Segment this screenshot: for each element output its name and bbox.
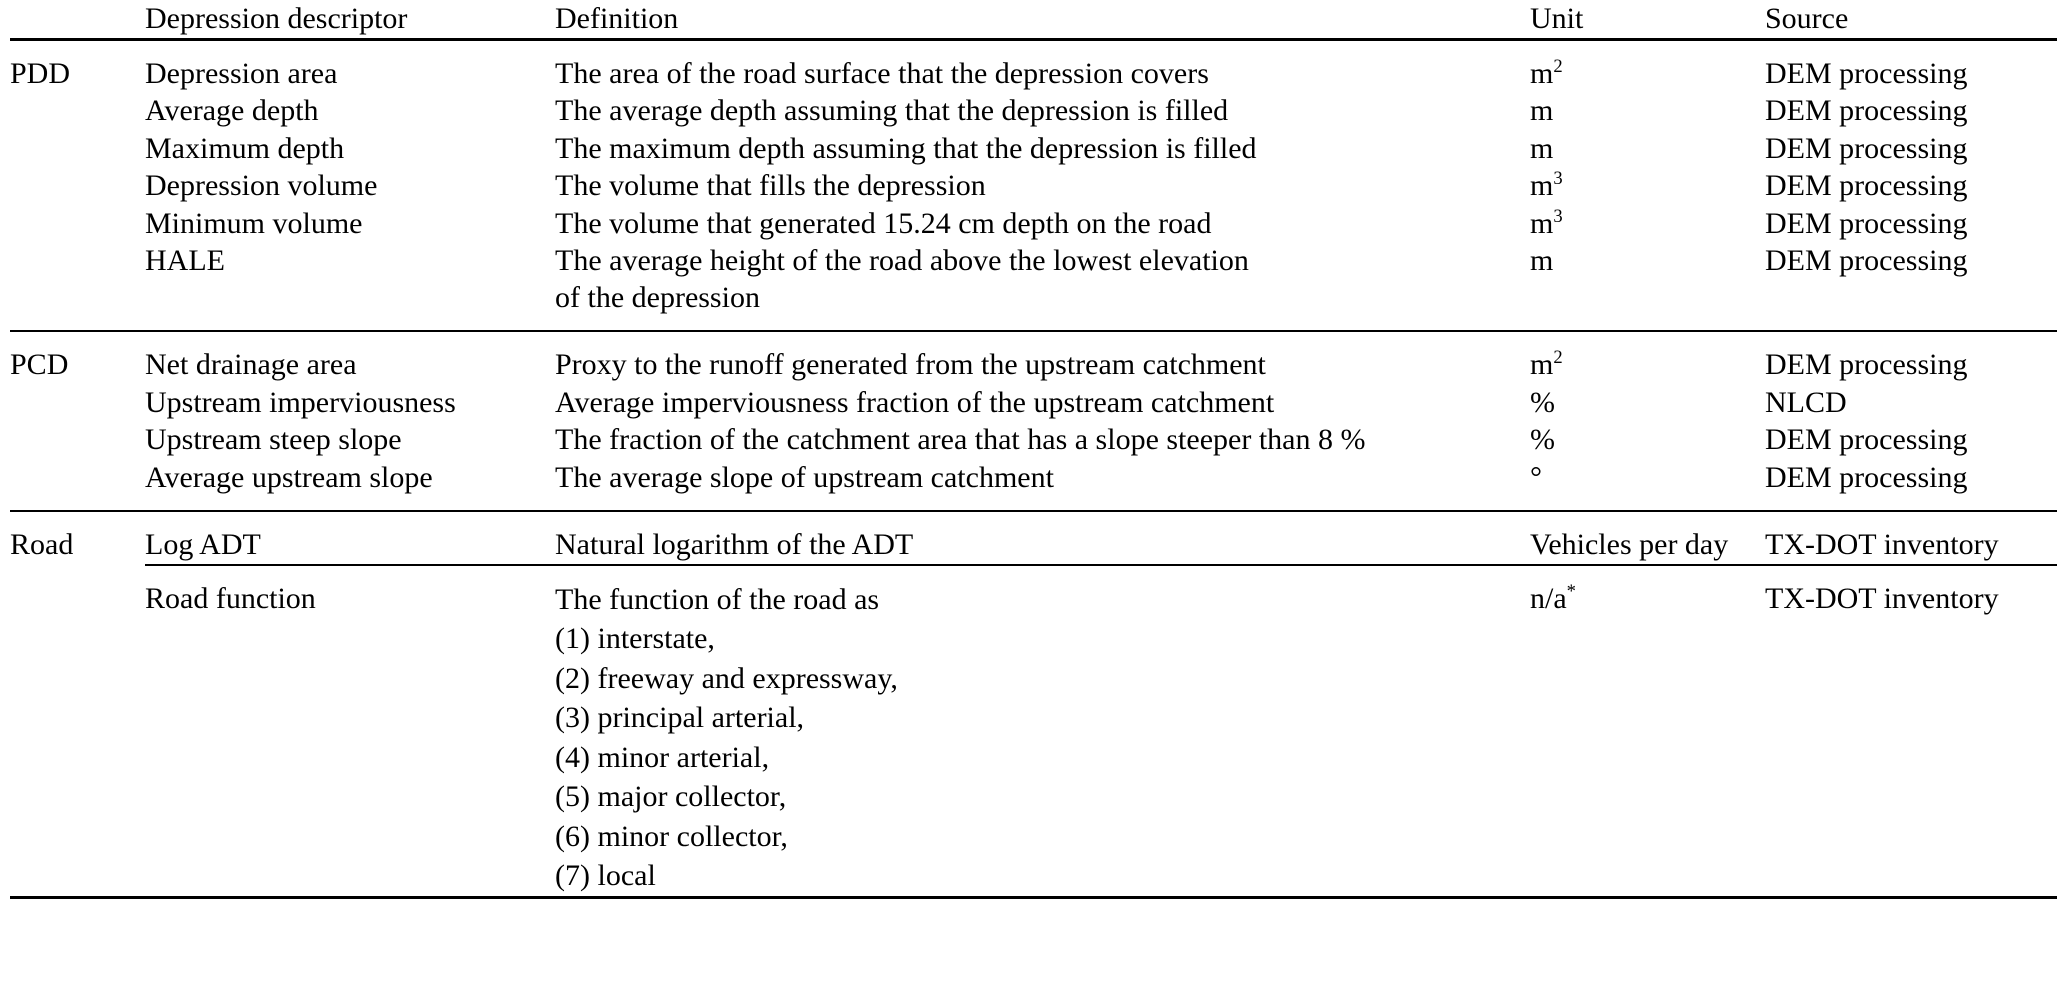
definition-cell [555,580,1530,898]
table-row [10,459,2057,497]
table-row [10,526,2057,565]
depression-descriptor-table [10,0,2057,913]
source-cell: DEM processing [1765,460,1968,494]
unit-superscript: 3 [1553,168,1563,189]
header-descriptor: Depression descriptor [145,2,408,35]
definition-item: (6) minor collector, [555,819,788,853]
group-spacer [10,316,2057,331]
group-label-road: Road [10,528,74,562]
table-row [10,384,2057,422]
definition-cell: The fraction of the catchment area that has a slope steeper than 8 % [555,423,1366,457]
descriptor-cell: Log ADT [145,528,261,562]
unit-cell: Vehicles per day [1530,528,1729,562]
unit-text: % [1530,423,1555,457]
descriptor-cell: Depression volume [145,169,378,202]
unit-text: % [1530,385,1555,419]
unit-cell [1530,130,1765,168]
definition-item: (2) freeway and expressway, [555,661,898,695]
table-row [10,130,2057,168]
definition-line-2: of the depression [555,281,760,315]
header-definition: Definition [555,2,679,35]
unit-text: m [1530,94,1554,127]
definition-item: (3) principal arterial, [555,701,805,735]
table-row [10,167,2057,205]
definition-cell: The area of the road surface that the depression covers [555,56,1209,90]
definition-cell [555,242,1530,316]
source-cell: NLCD [1765,385,1847,419]
definition-item: (1) interstate, [555,622,715,656]
unit-cell [1530,55,1765,93]
descriptor-cell: Depression area [145,56,338,90]
descriptor-cell: Upstream imperviousness [145,385,456,419]
unit-cell [1530,580,1765,898]
unit-superscript: 2 [1553,55,1563,77]
definition-cell: The average depth assuming that the depression is filled [555,94,1229,127]
header-group [10,0,145,39]
road-subrule [10,565,2057,580]
table-bottom-rule [10,897,2057,913]
definition-cell: Proxy to the runoff generated from the upstream catchment [555,348,1266,382]
table-row [10,580,2057,898]
group-rule-pcd-road [10,511,2057,526]
source-cell: TX-DOT inventory [1765,528,1999,562]
definition-item: (7) local [555,859,656,893]
table-row [10,92,2057,130]
definition-cell: The maximum depth assuming that the depression is filled [555,131,1257,165]
header-rule [10,39,2057,55]
unit-text: m [1530,131,1554,165]
descriptor-cell: Road function [145,581,316,615]
definition-intro: The function of the road as [555,582,880,616]
unit-superscript: * [1566,580,1576,602]
descriptor-cell: Net drainage area [145,348,357,382]
descriptor-cell: Minimum volume [145,206,363,240]
unit-cell [1530,346,1765,384]
definition-cell: Natural logarithm of the ADT [555,528,914,562]
source-cell: DEM processing [1765,131,1968,165]
descriptor-cell: Maximum depth [145,131,345,165]
unit-cell [1530,384,1765,422]
descriptor-cell: Average upstream slope [145,460,433,494]
unit-superscript: 2 [1553,347,1563,369]
source-cell: DEM processing [1765,244,1968,277]
unit-cell [1530,242,1765,316]
unit-text: m [1530,348,1554,382]
definition-cell: Average imperviousness fraction of the upstream catchment [555,385,1275,419]
header-unit: Unit [1530,2,1584,35]
descriptor-cell: Average depth [145,94,319,127]
definition-cell: The average slope of upstream catchment [555,460,1054,494]
unit-superscript: 3 [1553,205,1563,227]
unit-text: m [1530,56,1554,90]
table-row [10,346,2057,384]
unit-cell [1530,167,1765,205]
unit-cell [1530,92,1765,130]
source-cell: DEM processing [1765,206,1968,240]
unit-text: n/a [1530,581,1567,615]
definition-cell: The volume that fills the depression [555,169,986,202]
group-rule-pdd-pcd [10,331,2057,346]
unit-text: m [1530,169,1554,202]
descriptor-cell: HALE [145,244,225,277]
definition-item: (5) major collector, [555,780,787,814]
table-header-row [10,0,2057,39]
table-row [10,205,2057,243]
unit-text: m [1530,244,1554,277]
unit-cell [1530,421,1765,459]
unit-cell [1530,205,1765,243]
descriptor-cell: Upstream steep slope [145,423,402,457]
table-row [10,242,2057,316]
source-cell: DEM processing [1765,169,1968,202]
definition-cell: The volume that generated 15.24 cm depth on the road [555,206,1212,240]
source-cell: DEM processing [1765,423,1968,457]
unit-text: m [1530,206,1554,240]
table-row [10,55,2057,93]
group-label-pdd: PDD [10,56,71,90]
table-row [10,421,2057,459]
source-cell: DEM processing [1765,56,1968,90]
definition-item: (4) minor arterial, [555,740,770,774]
unit-cell [1530,459,1765,497]
group-spacer [10,496,2057,511]
source-cell: DEM processing [1765,94,1968,127]
group-label-pcd: PCD [10,348,69,382]
unit-text: ° [1530,460,1542,494]
definition-line-1: The average height of the road above the lowest elevation [555,244,1249,277]
header-source: Source [1765,2,1849,35]
source-cell: TX-DOT inventory [1765,581,1999,615]
source-cell: DEM processing [1765,348,1968,382]
